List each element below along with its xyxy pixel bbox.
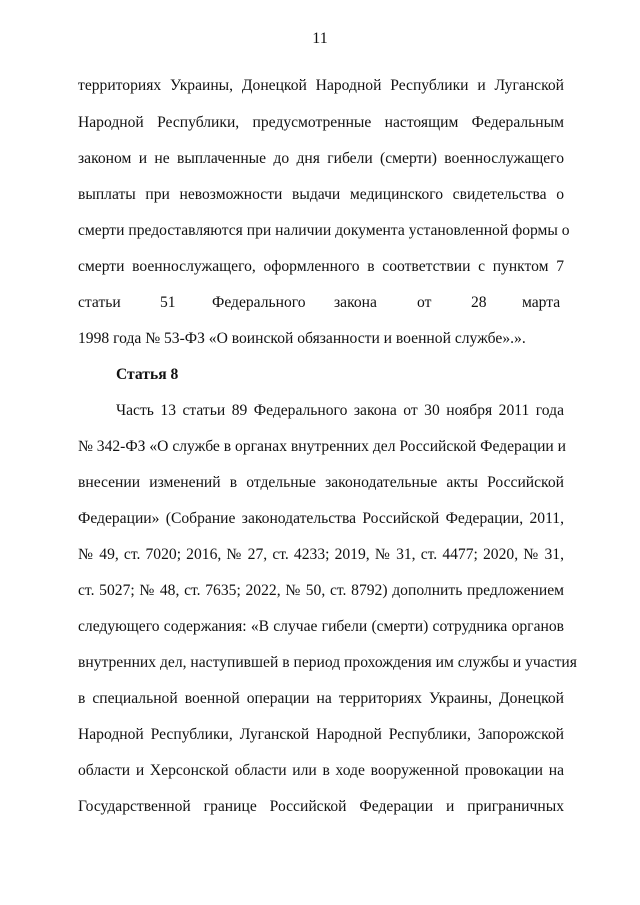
word: марта (522, 294, 561, 311)
word: 51 (160, 294, 176, 311)
word: 28 (471, 294, 487, 311)
text-line: № 342-ФЗ «О службе в органах внутренних дел Российской Федерации и (78, 438, 567, 455)
word: статьи (78, 294, 121, 311)
text-line: № 49, ст. 7020; 2016, № 27, ст. 4233; 2019, № 31, ст. 4477; 2020, № 31, (78, 546, 564, 563)
text-line: Народной Республики, Луганской Народной Республики, Запорожской (78, 726, 564, 743)
text-line: смерти предоставляются при наличии документа установленной формы о (78, 222, 570, 239)
text-line: Народной Республики, предусмотренные настоящим Федеральным (78, 114, 564, 131)
word: Федерального (212, 294, 306, 311)
page-number: 11 (312, 30, 328, 47)
text-line: смерти военнослужащего, оформленного в соответствии с пунктом 7 (78, 258, 564, 275)
text-line: следующего содержания: «В случае гибели (смерти) сотрудника органов (78, 618, 564, 635)
text-line: 1998 года № 53-ФЗ «О воинской обязанности и военной службе».». (78, 330, 526, 347)
text-line: Государственной границе Российской Федерации и приграничных (78, 798, 564, 815)
text-line: Федерации» (Собрание законодательства Российской Федерации, 2011, (78, 510, 564, 527)
article-heading: Статья 8 (116, 366, 179, 383)
text-line: области и Херсонской области или в ходе вооруженной провокации на (78, 762, 564, 779)
text-line: Часть 13 статьи 89 Федерального закона от 30 ноября 2011 года (116, 402, 564, 419)
text-line: внутренних дел, наступившей в период прохождения им службы и участия (78, 654, 577, 671)
text-line: внесении изменений в отдельные законодательные акты Российской (78, 474, 564, 491)
word: от (417, 294, 432, 311)
text-line: территориях Украины, Донецкой Народной Республики и Луганской (78, 77, 564, 94)
text-line: ст. 5027; № 48, ст. 7635; 2022, № 50, ст. 8792) дополнить предложением (78, 582, 564, 599)
text-line: в специальной военной операции на территориях Украины, Донецкой (78, 690, 564, 707)
text-line: законом и не выплаченные до дня гибели (смерти) военнослужащего (78, 150, 564, 167)
word: закона (334, 294, 377, 311)
text-line: выплаты при невозможности выдачи медицинского свидетельства о (78, 186, 564, 203)
